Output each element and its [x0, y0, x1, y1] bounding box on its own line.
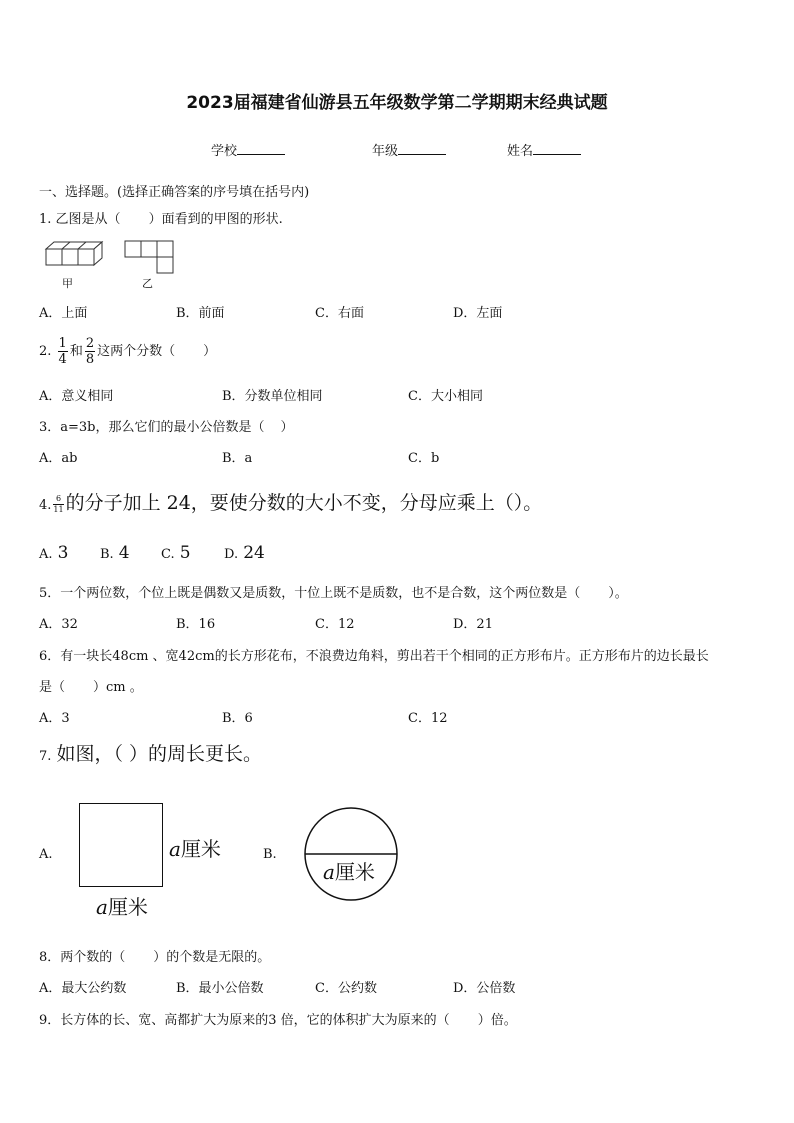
q1-number: 1. [39, 212, 52, 227]
figure-label-yi: 乙 [142, 277, 153, 290]
figure-label-jia: 甲 [62, 277, 73, 290]
q4-option-d-letter: D. [224, 547, 239, 562]
q4-option-a-letter: A. [39, 547, 53, 562]
variable-a: a [169, 837, 181, 861]
square-side-label-right [169, 833, 221, 862]
question-2 [39, 337, 216, 366]
q5-option-d[interactable]: D．21 [453, 617, 493, 632]
q3-close: ） [280, 420, 294, 435]
q8-option-b[interactable]: B．最小公倍数 [176, 981, 264, 996]
square-side-label-bottom [96, 891, 148, 920]
cube-figure-jia [46, 240, 102, 265]
square-figure [79, 803, 163, 887]
name-field[interactable] [507, 140, 581, 159]
fraction-6-11 [53, 495, 63, 514]
name-label: 姓名 [507, 144, 534, 159]
q1-option-a[interactable]: A．上面 [39, 306, 88, 321]
q4-option-a[interactable] [39, 543, 68, 563]
q6-text-pre: 是（ [39, 680, 66, 695]
q4-option-c[interactable] [161, 543, 191, 563]
cube-face-1 [46, 249, 62, 265]
question-6-line-1: 6．有一块长48cm 、宽42cm的长方形花布，不浪费边角料，剪出若干个相同的正方形布片。正方形布片的边长最长 [39, 649, 709, 664]
square-1 [125, 241, 141, 257]
q6-text-post: ）cm 。 [93, 680, 143, 695]
q8-option-a[interactable]: A．最大公约数 [39, 981, 127, 996]
school-blank[interactable] [237, 142, 285, 155]
fraction-numerator: 2 [85, 336, 95, 351]
unit-cm: 厘米 [107, 895, 148, 919]
question-6-line-2 [39, 676, 143, 695]
q7-option-a-label[interactable]: A. [39, 847, 53, 862]
variable-a: a [96, 895, 108, 919]
circle-diameter-label [323, 856, 375, 885]
unit-cm: 厘米 [180, 837, 221, 861]
q4-option-a-value: 3 [57, 543, 69, 563]
q2-option-b[interactable]: B．分数单位相同 [222, 389, 323, 404]
fraction-denominator: 4 [58, 352, 67, 367]
q7-text: 如图，（ ）的周长更长。 [56, 743, 263, 765]
question-7 [39, 739, 262, 766]
variable-a: a [323, 860, 335, 884]
circle-figure [303, 806, 399, 902]
square-2 [141, 241, 157, 257]
q4-option-b-letter: B. [100, 547, 114, 562]
grade-field[interactable] [372, 140, 446, 159]
q8-option-c[interactable]: C．公约数 [315, 981, 377, 996]
q5-option-a[interactable]: A．32 [39, 617, 78, 632]
q2-option-a[interactable]: A．意义相同 [39, 389, 114, 404]
question-5 [39, 582, 628, 601]
name-blank[interactable] [533, 142, 581, 155]
q1-option-c[interactable]: C．右面 [315, 306, 364, 321]
cube-face-2 [62, 249, 78, 265]
q1-option-d[interactable]: D．左面 [453, 306, 503, 321]
q8-text-post: ）的个数是无限的。 [153, 950, 271, 965]
q5-option-c[interactable]: C．12 [315, 617, 355, 632]
unit-cm: 厘米 [334, 860, 375, 884]
q4-text: 的分子加上 24，要使分数的大小不变，分母应乘上（）。 [65, 492, 543, 514]
q8-text: 8．两个数的（ [39, 950, 126, 965]
q4-option-d[interactable] [224, 543, 265, 563]
page-title: 2023届福建省仙游县五年级数学第二学期期末经典试题 [186, 93, 608, 113]
grade-label: 年级 [372, 144, 399, 159]
q4-option-d-value: 24 [243, 543, 265, 563]
fraction-denominator: 11 [53, 505, 64, 514]
q6-option-c[interactable]: C．12 [408, 711, 448, 726]
q9-text-post: ）倍。 [477, 1013, 517, 1028]
square-figure-yi [125, 241, 173, 273]
question-4 [39, 488, 542, 515]
cube-face-3 [78, 249, 94, 265]
school-label: 学校 [211, 144, 238, 159]
q2-number: 2. [39, 344, 52, 359]
q2-close: ） [203, 344, 217, 359]
q7-number: 7. [39, 749, 52, 764]
cube-top [46, 242, 102, 249]
square-3 [157, 241, 173, 257]
q4-option-c-letter: C. [161, 547, 175, 562]
question-8 [39, 946, 270, 965]
school-field[interactable] [211, 140, 285, 159]
q3-option-b[interactable]: B．a [222, 451, 253, 466]
q5-close: ）。 [608, 586, 628, 601]
q2-and: 和 [69, 344, 83, 359]
q2-text: 这两个分数（ [97, 344, 176, 359]
q9-text: 9．长方体的长、宽、高都扩大为原来的3 倍，它的体积扩大为原来的（ [39, 1013, 450, 1028]
section-heading: 一、选择题。(选择正确答案的序号填在括号内) [39, 185, 310, 200]
q6-option-b[interactable]: B．6 [222, 711, 253, 726]
fraction-1-4 [58, 337, 68, 366]
q4-option-b[interactable] [100, 543, 130, 563]
question-1 [39, 208, 283, 227]
q1-text-pre: 乙图是从（ [55, 212, 121, 227]
grade-blank[interactable] [398, 142, 446, 155]
q6-option-a[interactable]: A．3 [39, 711, 70, 726]
q4-option-c-value: 5 [179, 543, 191, 563]
q7-option-b-label[interactable]: B. [263, 847, 277, 862]
q3-text: 3．a=3b，那么它们的最小公倍数是（ [39, 420, 265, 435]
q5-text: 5．一个两位数，个位上既是偶数又是质数，十位上既不是质数，也不是合数，这个两位数是（ [39, 586, 581, 601]
q5-option-b[interactable]: B．16 [176, 617, 216, 632]
question-9 [39, 1009, 517, 1028]
fraction-2-8 [85, 337, 95, 366]
question-3 [39, 416, 294, 435]
q4-option-b-value: 4 [118, 543, 130, 563]
q4-number: 4. [39, 498, 52, 513]
q3-option-c[interactable]: C．b [408, 451, 440, 466]
fraction-denominator: 8 [85, 352, 95, 367]
fraction-numerator: 6 [53, 495, 63, 505]
q2-option-c[interactable]: C．大小相同 [408, 389, 483, 404]
q3-option-a[interactable]: A．ab [39, 451, 78, 466]
square-4 [157, 257, 173, 273]
fraction-numerator: 1 [58, 336, 67, 351]
q1-text-post: ）面看到的甲图的形状. [148, 212, 283, 227]
q8-option-d[interactable]: D．公倍数 [453, 981, 516, 996]
q1-option-b[interactable]: B．前面 [176, 306, 225, 321]
